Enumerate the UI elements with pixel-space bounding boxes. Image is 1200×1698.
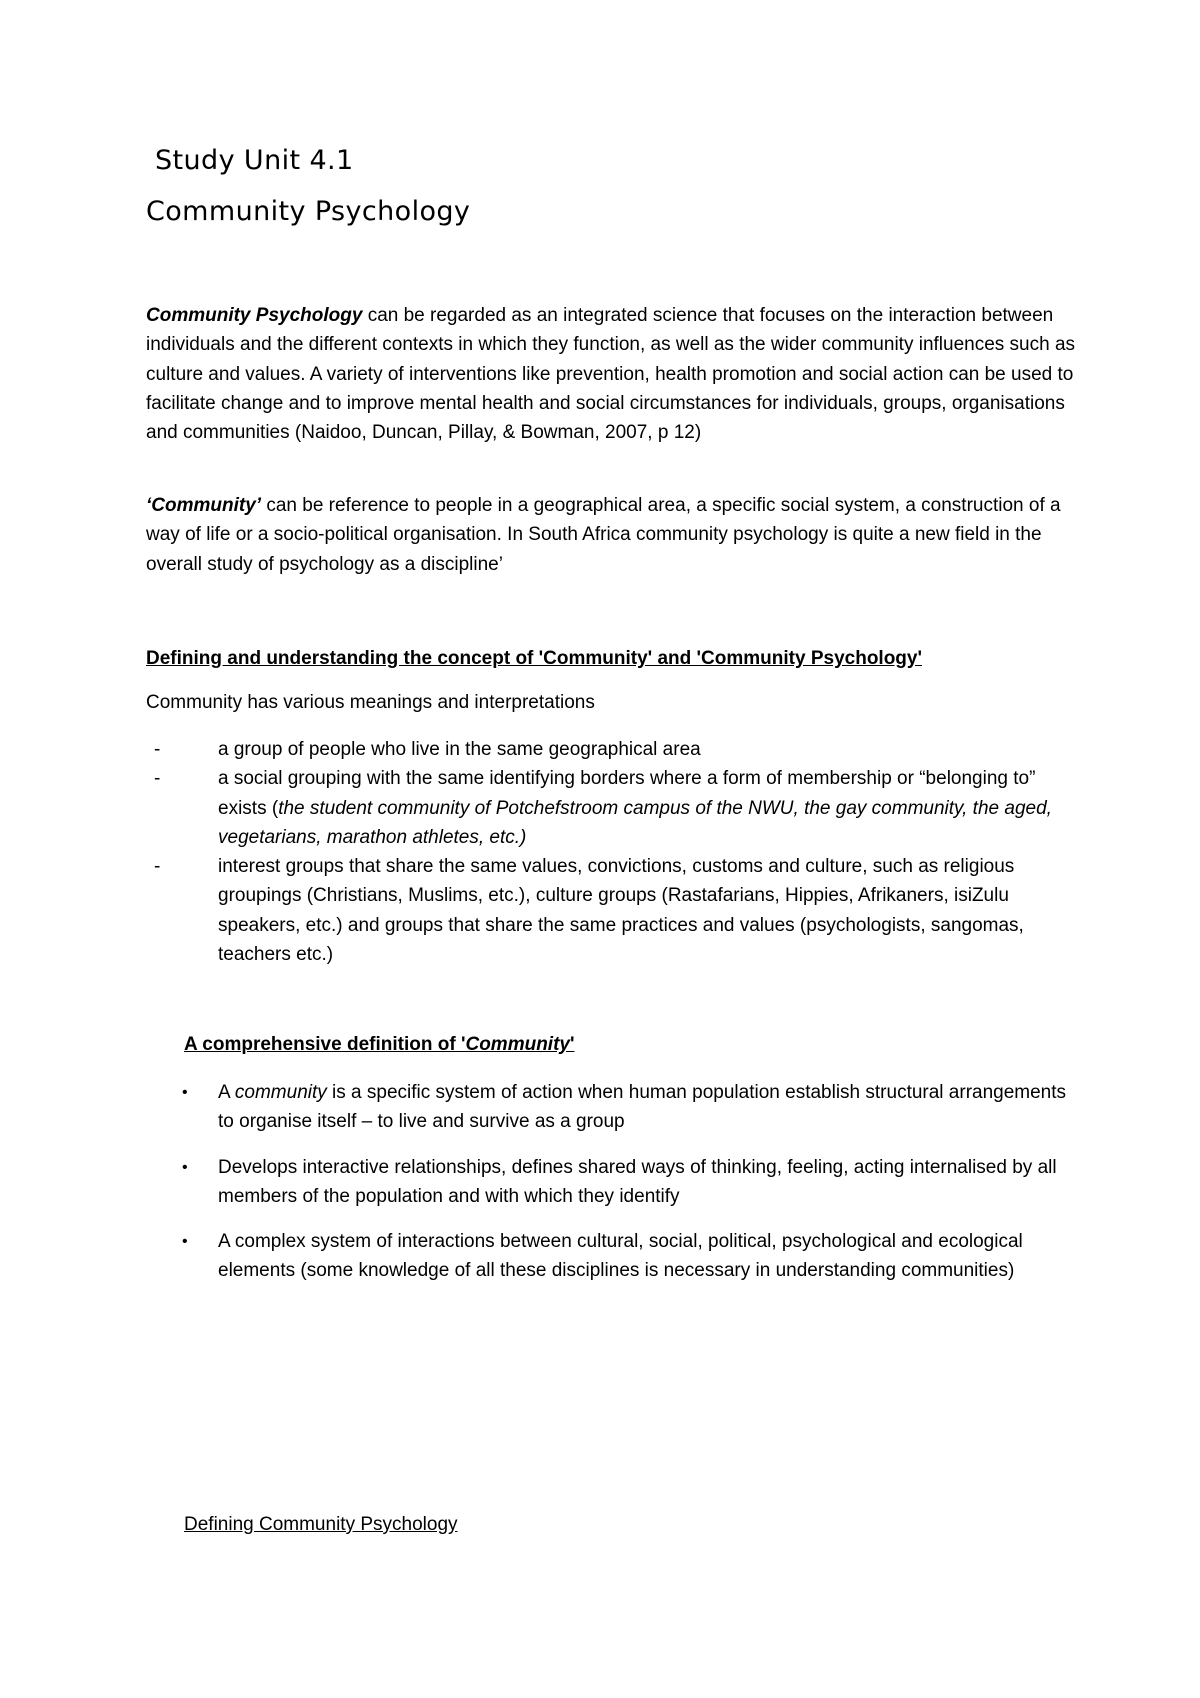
- page-title: Study Unit 4.1: [155, 145, 354, 176]
- page-subtitle: Community Psychology: [146, 196, 471, 227]
- community-text: can be reference to people in a geographical area, a specific social system, a construction of a way of life or a socio-political organisation. In South Africa community psychology is quite a new field in the overall study of psychology as a discipline’: [146, 495, 1061, 575]
- definition-list: [146, 1078, 1076, 1302]
- list-item-text: is a specific system of action when human population establish structural arrangements to organise itself – to live and survive as a group: [218, 1082, 1067, 1133]
- list-item: [146, 735, 1076, 764]
- list-item-text: Develops interactive relationships, defines shared ways of thinking, feeling, acting internalised by all members of the population and with which they identify: [218, 1156, 1057, 1207]
- list-item: [146, 1078, 1076, 1137]
- list-item: [146, 764, 1076, 852]
- heading-suffix: ': [569, 1034, 575, 1055]
- dash-marker: -: [154, 739, 161, 760]
- section-heading-defining-community-psychology: Defining Community Psychology: [184, 1514, 458, 1535]
- intro-term: Community Psychology: [146, 305, 363, 326]
- bullet-marker: •: [182, 1233, 188, 1251]
- heading-term: Community: [465, 1034, 570, 1055]
- meanings-list: [146, 735, 1076, 969]
- list-item-prefix: A: [218, 1082, 235, 1103]
- section-intro: Community has various meanings and interpretations: [146, 692, 595, 713]
- section-heading-comprehensive-definition: [184, 1034, 575, 1056]
- list-item-text: a group of people who live in the same geographical area: [218, 739, 701, 760]
- community-term: ‘Community’: [146, 495, 262, 516]
- bullet-marker: •: [182, 1084, 188, 1101]
- bullet-marker: •: [182, 1158, 188, 1176]
- dash-marker: -: [154, 856, 161, 878]
- section-heading-defining-concept: Defining and understanding the concept of 'Community' and 'Community Psychology': [146, 648, 922, 669]
- community-paragraph: [146, 491, 1076, 579]
- heading-prefix: A comprehensive definition of ': [184, 1034, 466, 1055]
- dash-marker: -: [154, 768, 161, 790]
- intro-text: can be regarded as an integrated science that focuses on the interaction between individuals and the different contexts in which they function, as well as the wider community influences such as culture and values. A variety of interventions like prevention, health promotion and social action can be used to facilitate change and to improve mental health and social circumstances for individuals, groups, organisations and communities (Naidoo, Duncan, Pillay, & Bowman, 2007, p 12): [146, 305, 1076, 444]
- list-item-italic: the student community of Potchefstroom campus of the NWU, the gay community, the aged, vegetarians, marathon athletes, etc.): [218, 797, 1052, 848]
- list-item-text: A complex system of interactions between cultural, social, political, psychological and ecological elements (some knowledge of all these disciplines is necessary in understanding communities): [218, 1231, 1023, 1282]
- list-item-text: interest groups that share the same values, convictions, customs and culture, such as religious groupings (Christians, Muslims, etc.), culture groups (Rastafarians, Hippies, Afrikaners, isiZulu speakers, etc.) and groups that share the same practices and values (psychologists, sangomas, teachers etc.): [218, 856, 1024, 966]
- list-item-italic: community: [234, 1082, 327, 1103]
- intro-paragraph: [146, 301, 1076, 447]
- list-item: [146, 852, 1076, 969]
- list-item-text: a social grouping with the same identifying borders where a form of membership or “belonging to” exists (: [218, 768, 1036, 819]
- list-item: [146, 1227, 1076, 1286]
- list-item: [146, 1153, 1076, 1212]
